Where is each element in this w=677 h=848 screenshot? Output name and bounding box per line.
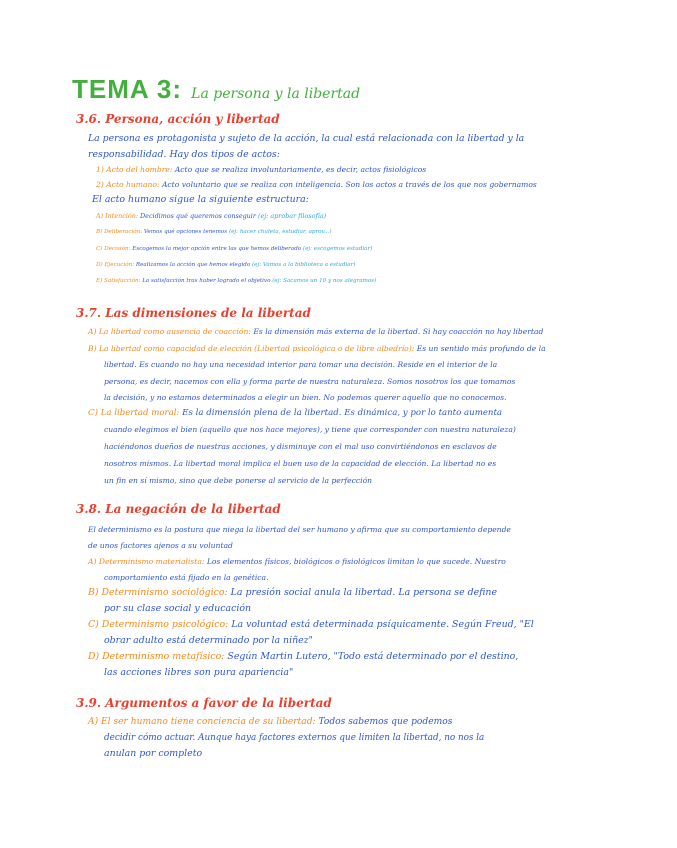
item-label: A) Determinismo materialista: [88, 557, 205, 566]
act-item-2 [96, 179, 537, 191]
text-line: las acciones libres son pura apariencia" [104, 667, 294, 678]
text-line: El acto humano sigue la siguiente estructura: [92, 194, 309, 205]
item-text: La presión social anula la libertad. La persona se define [230, 587, 498, 598]
text-line: cuando elegimos el bien (aquello que nos hace mejores), y tiene que corresponder con nuestra naturaleza) [104, 425, 516, 434]
item-example: (ej: Vamos a la biblioteca a estudiar) [251, 262, 356, 268]
item-text: Decidimos qué queremos conseguir [140, 212, 256, 220]
item-text: Los elementos físicos, biológicos o fisiológicos limitan lo que sucede. Nuestro [206, 557, 506, 566]
dimension-item-c [88, 407, 502, 419]
text-line: por su clase social y educación [104, 603, 252, 614]
act-text: Acto voluntario que se realiza con inteligencia. Son los actos a través de los que nos gobernamos [161, 180, 537, 189]
item-example: (ej: hacer chuleta, estudiar, aprov...) [228, 229, 332, 235]
text-line: haciéndonos dueños de nuestras acciones, y disminuye con el mal uso convirtiéndonos en esclavos de [104, 442, 497, 451]
text-line: anulan por completo [104, 748, 203, 759]
item-text: Es la dimensión más externa de la libertad. Si hay coacción no hay libertad [253, 327, 544, 336]
text-line: la decisión, y no estamos determinados a elegir un bien. No podemos querer aquello que no conocemos. [104, 393, 507, 402]
item-label: D) Ejecución: [96, 262, 135, 268]
dimension-item-b [88, 343, 546, 355]
item-example: (ej: aprobar filosofía) [257, 212, 327, 220]
text-line: de unos factores ajenos a su voluntad [88, 541, 233, 550]
page-title [72, 74, 360, 105]
determinism-item-b [88, 587, 497, 599]
text-line: El determinismo es la postura que niega la libertad del ser humano y afirma que su comportamiento depende [88, 525, 511, 534]
item-label: B) Determinismo sociológico: [88, 587, 228, 598]
dimension-item-a [88, 326, 543, 338]
act-label: 2) Acto humano: [96, 180, 160, 189]
section-heading-3-6: 3.6. Persona, acción y libertad [76, 112, 280, 126]
structure-item-c [96, 243, 372, 255]
determinism-item-d [88, 651, 518, 663]
argument-item-a [88, 716, 452, 728]
determinism-item-a [88, 556, 506, 568]
item-label: E) Satisfacción: [96, 278, 141, 284]
text-line: persona, es decir, nacemos con ella y forma parte de nuestra naturaleza. Somos nosotros los que tomamos [104, 377, 516, 386]
text-line: comportamiento está fijado en la genética. [104, 573, 269, 582]
item-label: B) La libertad como capacidad de elección (Libertad psicológica o de libre albedrío): [88, 344, 415, 353]
title-separator: : [172, 74, 183, 104]
tema-number: TEMA 3 [72, 74, 173, 104]
act-text: Acto que se realiza involuntariamente, es decir, actos fisiológicos [174, 165, 427, 174]
section-heading-3-7: 3.7. Las dimensiones de la libertad [76, 306, 311, 320]
act-label: 1) Acto del hombre: [96, 165, 173, 174]
item-label: A) El ser humano tiene conciencia de su libertad: [88, 717, 316, 727]
text-line: La persona es protagonista y sujeto de la acción, la cual está relacionada con la libertad y la [88, 133, 525, 144]
section-heading-3-9: 3.9. Argumentos a favor de la libertad [76, 696, 332, 710]
text-line: un fin en sí mismo, sino que debe ponerse al servicio de la perfección [104, 476, 373, 485]
determinism-item-c [88, 619, 534, 631]
item-label: C) Decisión: [96, 246, 131, 252]
item-label: B) Deliberación: [96, 229, 143, 235]
item-example: (ej: Sacamos un 10 y nos alegramos) [272, 278, 377, 284]
item-example: (ej: escogemos estudiar) [302, 246, 373, 252]
item-text: Realizamos la acción que hemos elegido [135, 262, 251, 268]
text-line: decidir cómo actuar. Aunque haya factores externos que limiten la libertad, no nos la [104, 733, 485, 743]
page-subtitle: La persona y la libertad [191, 86, 361, 102]
item-text: Según Martin Lutero, "Todo está determinado por el destino, [227, 651, 519, 662]
text-line: obrar adulto está determinado por la niñez" [104, 635, 313, 646]
structure-item-e [96, 275, 376, 287]
text-line: nosotros mismos. La libertad moral implica el buen uso de la capacidad de elección. La libertad no es [104, 459, 497, 468]
item-label: C) Determinismo psicológico: [88, 619, 229, 630]
item-text: La voluntad está determinada psíquicamente. Según Freud, "El [231, 619, 534, 630]
item-text: Es un sentido más profundo de la [416, 344, 546, 353]
section-heading-3-8: 3.8. La negación de la libertad [76, 502, 281, 516]
item-text: Es la dimensión plena de la libertad. Es dinámica, y por lo tanto aumenta [182, 408, 503, 418]
item-text: Todos sabemos que podemos [318, 717, 453, 727]
item-text: Vemos qué opciones tenemos [143, 229, 228, 235]
item-label: C) La libertad moral: [88, 408, 180, 418]
act-item-1 [96, 164, 426, 176]
text-line: libertad. Es cuando no hay una necesidad interior para tomar una decisión. Reside en el interior de la [104, 360, 498, 369]
item-label: D) Determinismo metafísico: [88, 651, 225, 662]
item-label: A) La libertad como ausencia de coacción: [88, 327, 251, 336]
text-line: responsabilidad. Hay dos tipos de actos: [88, 149, 280, 160]
structure-item-d [96, 259, 355, 271]
structure-item-a [96, 210, 326, 222]
item-text: Escogemos la mejor opción entre las que hemos deliberado [132, 246, 302, 252]
item-label: A) Intención: [96, 212, 138, 220]
item-text: La satisfacción tras haber logrado el objetivo [142, 278, 271, 284]
structure-item-b [96, 226, 332, 238]
